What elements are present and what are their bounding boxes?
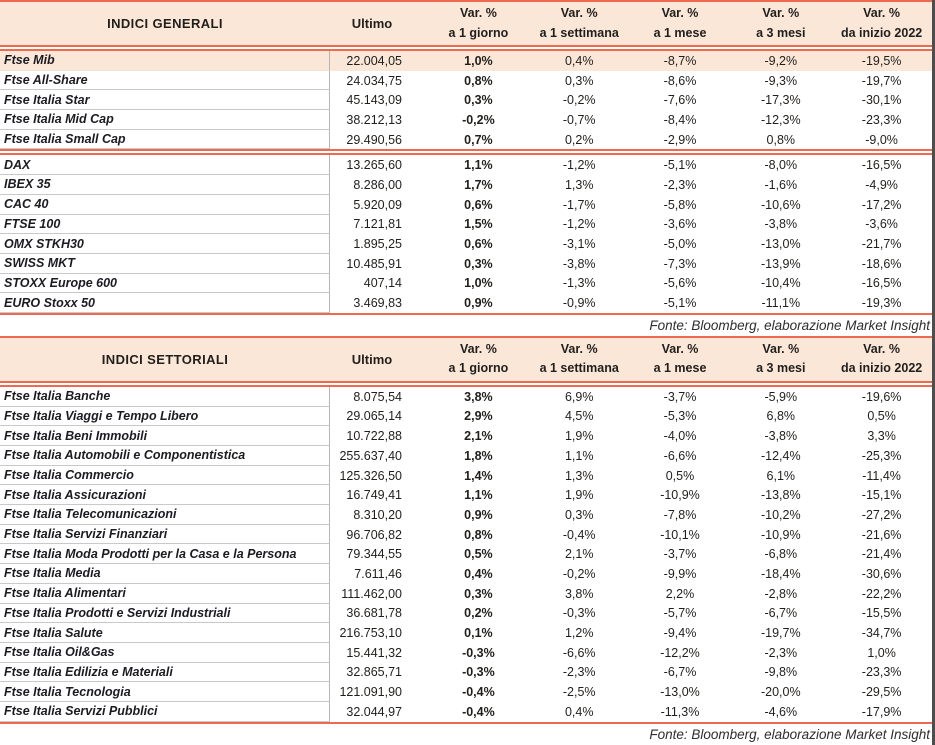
index-name-cell: Ftse Italia Assicurazioni xyxy=(0,485,330,505)
var-3month-cell: 6,8% xyxy=(766,409,796,424)
var-1day-cell: 0,9% xyxy=(464,296,493,311)
var-ytd2022-cell: -27,2% xyxy=(861,507,902,522)
column-header-var-3month xyxy=(730,2,831,45)
var-1day-cell: 1,0% xyxy=(464,53,493,68)
last-value-cell: 45.143,09 xyxy=(346,93,402,108)
column-header-var-1day xyxy=(428,338,529,381)
source-note: Fonte: Bloomberg, elaborazione Market Insight xyxy=(649,726,930,742)
index-name-cell: Ftse Italia Viaggi e Tempo Libero xyxy=(0,407,330,427)
index-name-cell: Ftse Italia Prodotti e Servizi Industriali xyxy=(0,604,330,624)
index-name-cell: STOXX Europe 600 xyxy=(0,274,330,294)
var-1month-cell: -13,0% xyxy=(660,685,700,700)
var-ytd2022-cell: -3,6% xyxy=(865,217,898,232)
var-1day-cell: 2,9% xyxy=(464,409,493,424)
index-name-cell: Ftse Mib xyxy=(0,51,330,71)
column-header-var-ytd2022 xyxy=(831,338,932,381)
var-1month-cell: -5,7% xyxy=(663,606,697,621)
column-header-var-1day xyxy=(428,2,529,45)
var-1week-cell: 0,3% xyxy=(564,507,594,522)
index-name-cell: Ftse Italia Star xyxy=(0,90,330,110)
indici-generali-table xyxy=(0,0,932,336)
table-body xyxy=(0,387,932,722)
var-ytd2022-cell: -17,9% xyxy=(861,704,902,719)
var-3month-cell: -13,9% xyxy=(760,256,801,271)
var-1day-cell: 1,1% xyxy=(464,488,493,503)
var-ytd2022-cell: -11,4% xyxy=(862,468,901,483)
table-row xyxy=(0,485,932,505)
var-1month-cell: -8,7% xyxy=(663,53,697,68)
var-1week-cell: 1,9% xyxy=(564,429,594,444)
table-title: INDICI SETTORIALI xyxy=(101,351,229,367)
var-1day-cell: 0,5% xyxy=(464,547,493,562)
var-3month-cell: -3,8% xyxy=(764,429,798,444)
var-3month-cell: -20,0% xyxy=(760,685,801,700)
var-1week-cell: -0,9% xyxy=(562,296,596,311)
var-1day-cell: 0,7% xyxy=(464,132,493,147)
index-name-cell: Ftse Italia Servizi Pubblici xyxy=(0,702,330,722)
last-value-cell: 3.469,83 xyxy=(353,296,402,311)
var-1month-cell: -12,2% xyxy=(660,645,700,660)
column-header-line2: a 1 mese xyxy=(653,25,707,40)
var-1day-cell: -0,4% xyxy=(462,704,495,719)
last-value-cell: 111.462,00 xyxy=(341,586,402,601)
index-name-cell: Ftse All-Share xyxy=(0,71,330,91)
last-value-cell: 10.485,91 xyxy=(346,256,402,271)
var-3month-cell: -10,6% xyxy=(760,197,801,212)
index-name-cell: SWISS MKT xyxy=(0,254,330,274)
last-value-cell: 125.326,50 xyxy=(339,468,402,483)
var-1week-cell: 1,3% xyxy=(564,468,594,483)
table-row xyxy=(0,215,932,235)
var-1day-cell: 2,1% xyxy=(464,429,493,444)
var-1day-cell: 0,3% xyxy=(464,93,493,108)
var-1month-cell: -9,4% xyxy=(663,626,697,641)
var-3month-cell: -12,3% xyxy=(760,112,801,127)
column-header-line1: Var. % xyxy=(459,6,497,21)
var-ytd2022-cell: -25,3% xyxy=(861,448,902,463)
last-value-cell: 79.344,55 xyxy=(346,547,402,562)
var-1month-cell: 0,5% xyxy=(665,468,695,483)
source-note: Fonte: Bloomberg, elaborazione Market Insight xyxy=(649,317,930,333)
var-ytd2022-cell: -19,3% xyxy=(861,296,902,311)
var-1month-cell: -5,1% xyxy=(663,296,697,311)
var-1month-cell: -3,7% xyxy=(663,547,697,562)
var-1month-cell: -5,3% xyxy=(663,409,697,424)
var-1day-cell: 1,5% xyxy=(464,217,493,232)
table-row xyxy=(0,90,932,110)
var-3month-cell: -10,2% xyxy=(760,507,801,522)
var-1day-cell: 1,0% xyxy=(464,276,493,291)
var-ytd2022-cell: 0,5% xyxy=(867,409,896,424)
var-1week-cell: 3,8% xyxy=(564,586,594,601)
index-name-cell: Ftse Italia Mid Cap xyxy=(0,110,330,130)
var-1day-cell: 0,1% xyxy=(464,626,493,641)
table-row xyxy=(0,195,932,215)
column-header-line2: a 3 mesi xyxy=(756,25,806,40)
table-row xyxy=(0,254,932,274)
table-row xyxy=(0,130,932,150)
var-1week-cell: 0,3% xyxy=(564,73,594,88)
column-header-line2: a 1 giorno xyxy=(448,361,509,376)
last-value-cell: 38.212,13 xyxy=(346,112,402,127)
var-1month-cell: -9,9% xyxy=(663,566,697,581)
var-3month-cell: -9,3% xyxy=(764,73,798,88)
column-header-var-ytd2022 xyxy=(831,2,932,45)
column-header-line1: Var. % xyxy=(560,6,598,21)
var-1day-cell: 3,8% xyxy=(464,389,493,404)
var-ytd2022-cell: -19,6% xyxy=(861,389,902,404)
table-row xyxy=(0,564,932,584)
var-ytd2022-cell: -23,3% xyxy=(861,665,902,680)
column-header-var-1month xyxy=(630,338,731,381)
table-row xyxy=(0,584,932,604)
var-1month-cell: -5,8% xyxy=(663,197,697,212)
var-1day-cell: 1,1% xyxy=(464,158,493,173)
var-1month-cell: -7,8% xyxy=(663,507,697,522)
index-name-cell: Ftse Italia Media xyxy=(0,564,330,584)
table-title: INDICI GENERALI xyxy=(107,16,223,31)
index-name-cell: Ftse Italia Servizi Finanziari xyxy=(0,525,330,545)
var-1week-cell: 1,2% xyxy=(564,626,594,641)
last-value-cell: 13.265,60 xyxy=(346,158,402,173)
last-value-cell: 16.749,41 xyxy=(346,488,402,503)
var-1month-cell: -2,9% xyxy=(663,132,697,147)
column-header-line1: Var. % xyxy=(762,6,800,21)
var-3month-cell: -13,8% xyxy=(760,488,801,503)
var-1week-cell: 1,1% xyxy=(564,448,594,463)
index-name-cell: OMX STKH30 xyxy=(0,234,330,254)
column-header-line2: da inizio 2022 xyxy=(840,361,923,376)
var-1week-cell: 6,9% xyxy=(564,389,594,404)
var-ytd2022-cell: -21,6% xyxy=(861,527,902,542)
var-1day-cell: 0,6% xyxy=(464,197,493,212)
table-row xyxy=(0,604,932,624)
var-ytd2022-cell: -4,9% xyxy=(865,177,898,192)
var-1week-cell: 0,2% xyxy=(564,132,594,147)
var-1month-cell: -2,3% xyxy=(663,177,697,192)
var-1day-cell: 0,4% xyxy=(464,566,493,581)
var-ytd2022-cell: -16,5% xyxy=(861,158,902,173)
var-1month-cell: -3,6% xyxy=(663,217,697,232)
var-1week-cell: 1,9% xyxy=(564,488,594,503)
var-1week-cell: -6,6% xyxy=(562,645,596,660)
table-row xyxy=(0,175,932,195)
var-1week-cell: -0,3% xyxy=(562,606,596,621)
var-3month-cell: -10,4% xyxy=(760,276,801,291)
var-ytd2022-cell: -19,7% xyxy=(861,73,902,88)
var-1month-cell: -6,6% xyxy=(663,448,697,463)
table-row xyxy=(0,51,932,71)
var-ytd2022-cell: -34,7% xyxy=(861,626,902,641)
var-1day-cell: 0,3% xyxy=(464,586,493,601)
last-value-cell: 7.121,81 xyxy=(353,217,402,232)
column-header-line2: a 1 settimana xyxy=(539,361,619,376)
last-value-cell: 32.044,97 xyxy=(346,704,402,719)
var-1day-cell: 0,2% xyxy=(464,606,493,621)
var-3month-cell: -9,2% xyxy=(764,53,798,68)
index-name-cell: IBEX 35 xyxy=(0,175,330,195)
table-row xyxy=(0,387,932,407)
var-1day-cell: -0,3% xyxy=(462,645,495,660)
column-header-ultimo: Ultimo xyxy=(351,16,393,31)
index-name-cell: CAC 40 xyxy=(0,195,330,215)
index-name-cell: Ftse Italia Edilizia e Materiali xyxy=(0,663,330,683)
var-3month-cell: -8,0% xyxy=(764,158,798,173)
column-header-line2: a 1 giorno xyxy=(448,25,509,40)
var-1day-cell: 0,9% xyxy=(464,507,493,522)
last-value-cell: 96.706,82 xyxy=(346,527,402,542)
last-value-cell: 5.920,09 xyxy=(353,197,402,212)
column-header-line1: Var. % xyxy=(661,342,699,357)
var-1day-cell: 0,6% xyxy=(464,237,493,252)
table-row xyxy=(0,446,932,466)
var-ytd2022-cell: -30,1% xyxy=(861,93,902,108)
var-1week-cell: 4,5% xyxy=(564,409,594,424)
index-name-cell: FTSE 100 xyxy=(0,215,330,235)
index-name-cell: EURO Stoxx 50 xyxy=(0,293,330,313)
var-1month-cell: -6,7% xyxy=(663,665,697,680)
var-1day-cell: 0,8% xyxy=(464,527,493,542)
var-1month-cell: -10,1% xyxy=(660,527,700,542)
column-header-var-1week xyxy=(529,2,630,45)
var-3month-cell: -5,9% xyxy=(764,389,798,404)
table-row xyxy=(0,407,932,427)
table-row xyxy=(0,505,932,525)
var-1week-cell: -1,2% xyxy=(562,158,596,173)
index-name-cell: Ftse Italia Automobili e Componentistica xyxy=(0,446,330,466)
column-header-line1: Var. % xyxy=(863,342,900,357)
var-3month-cell: -18,4% xyxy=(760,566,801,581)
var-1day-cell: 1,8% xyxy=(464,448,493,463)
var-1day-cell: 1,4% xyxy=(464,468,493,483)
var-ytd2022-cell: -15,1% xyxy=(861,488,902,503)
var-1week-cell: -3,8% xyxy=(562,256,596,271)
var-1month-cell: -11,3% xyxy=(660,704,700,719)
var-ytd2022-cell: -30,6% xyxy=(861,566,902,581)
index-name-cell: Ftse Italia Oil&Gas xyxy=(0,643,330,663)
table-row xyxy=(0,426,932,446)
var-1week-cell: 1,3% xyxy=(564,177,594,192)
last-value-cell: 8.075,54 xyxy=(353,389,402,404)
var-1month-cell: -5,0% xyxy=(663,237,697,252)
table-row xyxy=(0,623,932,643)
column-header-var-1week xyxy=(529,338,630,381)
table-row xyxy=(0,293,932,313)
var-3month-cell: -2,8% xyxy=(764,586,798,601)
last-value-cell: 32.865,71 xyxy=(346,665,402,680)
var-1month-cell: -5,1% xyxy=(663,158,697,173)
last-value-cell: 15.441,32 xyxy=(346,645,402,660)
var-3month-cell: -10,9% xyxy=(760,527,801,542)
table-body xyxy=(0,51,932,313)
var-3month-cell: -1,6% xyxy=(764,177,798,192)
var-1day-cell: -0,3% xyxy=(462,665,495,680)
last-value-cell: 8.310,20 xyxy=(353,507,402,522)
var-1month-cell: -3,7% xyxy=(663,389,697,404)
index-name-cell: Ftse Italia Beni Immobili xyxy=(0,426,330,446)
var-1week-cell: -1,2% xyxy=(562,217,596,232)
indici-settoriali-table xyxy=(0,336,932,745)
var-1day-cell: 0,3% xyxy=(464,256,493,271)
last-value-cell: 255.637,40 xyxy=(339,448,402,463)
var-1week-cell: 2,1% xyxy=(564,547,594,562)
var-1month-cell: -10,9% xyxy=(660,488,700,503)
var-1week-cell: -1,7% xyxy=(562,197,596,212)
column-header-var-1month xyxy=(630,2,731,45)
var-1day-cell: 0,8% xyxy=(464,73,493,88)
var-3month-cell: -9,8% xyxy=(764,665,798,680)
var-1week-cell: -0,4% xyxy=(562,527,596,542)
var-3month-cell: -3,8% xyxy=(764,217,798,232)
var-1week-cell: -2,5% xyxy=(562,685,596,700)
last-value-cell: 29.490,56 xyxy=(346,132,402,147)
table-row xyxy=(0,682,932,702)
last-value-cell: 8.286,00 xyxy=(353,177,402,192)
last-value-cell: 216.753,10 xyxy=(339,626,402,641)
var-3month-cell: -13,0% xyxy=(760,237,801,252)
var-ytd2022-cell: -9,0% xyxy=(865,132,898,147)
var-ytd2022-cell: -16,5% xyxy=(861,276,902,291)
index-name-cell: Ftse Italia Small Cap xyxy=(0,130,330,150)
table-row xyxy=(0,110,932,130)
var-ytd2022-cell: -17,2% xyxy=(861,197,902,212)
var-3month-cell: 0,8% xyxy=(766,132,796,147)
column-header-line1: Var. % xyxy=(863,6,900,21)
var-ytd2022-cell: -15,5% xyxy=(861,606,902,621)
index-name-cell: Ftse Italia Moda Prodotti per la Casa e la Persona xyxy=(0,544,330,564)
table-row xyxy=(0,71,932,91)
index-name-cell: Ftse Italia Commercio xyxy=(0,466,330,486)
var-1day-cell: -0,2% xyxy=(462,112,495,127)
var-1month-cell: -7,6% xyxy=(663,93,697,108)
column-header-line2: a 3 mesi xyxy=(756,361,806,376)
last-value-cell: 22.004,05 xyxy=(346,53,402,68)
index-name-cell: Ftse Italia Alimentari xyxy=(0,584,330,604)
last-value-cell: 7.611,46 xyxy=(354,566,402,581)
last-value-cell: 407,14 xyxy=(363,276,402,291)
var-ytd2022-cell: -22,2% xyxy=(861,586,902,601)
var-ytd2022-cell: 3,3% xyxy=(867,429,896,444)
column-header-line2: da inizio 2022 xyxy=(840,25,923,40)
index-name-cell: Ftse Italia Tecnologia xyxy=(0,682,330,702)
var-1week-cell: 0,4% xyxy=(564,53,594,68)
var-1week-cell: -0,2% xyxy=(562,566,596,581)
var-3month-cell: -6,7% xyxy=(764,606,798,621)
last-value-cell: 1.895,25 xyxy=(353,237,402,252)
table-row xyxy=(0,643,932,663)
table-row xyxy=(0,663,932,683)
indici-generali-header xyxy=(0,2,932,45)
var-1week-cell: -0,2% xyxy=(562,93,596,108)
column-header-var-3month xyxy=(730,338,831,381)
var-1month-cell: -8,6% xyxy=(663,73,697,88)
var-ytd2022-cell: -21,4% xyxy=(861,547,902,562)
column-header-line2: a 1 mese xyxy=(653,361,707,376)
var-1week-cell: -1,3% xyxy=(562,276,596,291)
var-ytd2022-cell: -23,3% xyxy=(861,112,902,127)
var-ytd2022-cell: -19,5% xyxy=(861,53,902,68)
var-1month-cell: -5,6% xyxy=(663,276,697,291)
table-row xyxy=(0,544,932,564)
var-3month-cell: -11,1% xyxy=(761,296,801,311)
index-name-cell: Ftse Italia Telecomunicazioni xyxy=(0,505,330,525)
table-row xyxy=(0,234,932,254)
var-3month-cell: 6,1% xyxy=(766,468,796,483)
var-ytd2022-cell: -18,6% xyxy=(861,256,902,271)
column-header-ultimo: Ultimo xyxy=(351,351,393,367)
table-row xyxy=(0,155,932,175)
var-3month-cell: -12,4% xyxy=(760,448,801,463)
var-1week-cell: -3,1% xyxy=(562,237,596,252)
table-row xyxy=(0,274,932,294)
indici-settoriali-header xyxy=(0,338,932,381)
index-name-cell: Ftse Italia Banche xyxy=(0,387,330,407)
var-3month-cell: -19,7% xyxy=(760,626,801,641)
var-ytd2022-cell: -29,5% xyxy=(861,685,902,700)
table-row xyxy=(0,702,932,722)
var-1month-cell: -8,4% xyxy=(663,112,697,127)
var-1day-cell: 1,7% xyxy=(464,177,493,192)
var-1month-cell: 2,2% xyxy=(665,586,695,601)
column-header-line1: Var. % xyxy=(459,342,497,357)
last-value-cell: 10.722,88 xyxy=(346,429,402,444)
var-3month-cell: -17,3% xyxy=(760,93,801,108)
column-header-line1: Var. % xyxy=(560,342,598,357)
var-ytd2022-cell: -21,7% xyxy=(861,237,902,252)
last-value-cell: 36.681,78 xyxy=(346,606,402,621)
var-1month-cell: -7,3% xyxy=(663,256,697,271)
index-name-cell: DAX xyxy=(0,155,330,175)
index-name-cell: Ftse Italia Salute xyxy=(0,623,330,643)
var-3month-cell: -6,8% xyxy=(764,547,798,562)
last-value-cell: 29.065,14 xyxy=(346,409,402,424)
table-row xyxy=(0,525,932,545)
var-1week-cell: 0,4% xyxy=(564,704,594,719)
last-value-cell: 121.091,90 xyxy=(339,685,402,700)
var-3month-cell: -4,6% xyxy=(764,704,798,719)
var-1month-cell: -4,0% xyxy=(663,429,697,444)
var-1week-cell: -0,7% xyxy=(562,112,596,127)
var-ytd2022-cell: 1,0% xyxy=(867,645,896,660)
var-3month-cell: -2,3% xyxy=(764,645,798,660)
table-row xyxy=(0,466,932,486)
last-value-cell: 24.034,75 xyxy=(346,73,402,88)
var-1day-cell: -0,4% xyxy=(462,685,495,700)
var-1week-cell: -2,3% xyxy=(562,665,596,680)
column-header-line2: a 1 settimana xyxy=(539,25,619,40)
column-header-line1: Var. % xyxy=(661,6,699,21)
column-header-line1: Var. % xyxy=(762,342,800,357)
